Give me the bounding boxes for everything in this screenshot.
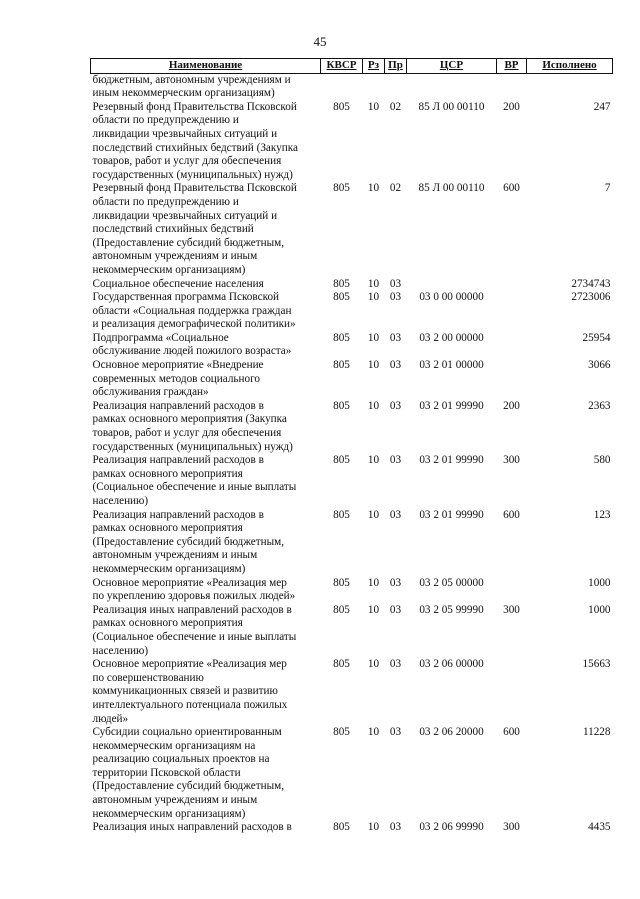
cell-pr: 02: [389, 182, 402, 195]
cell-name: Основное мероприятие «Реализация мер по совершенствованию коммуникационных связей и развитию интеллектуального потенциала пожилых людей»: [92, 658, 288, 725]
cell-rz: 10: [367, 291, 380, 304]
cell-vr: 300: [503, 821, 520, 834]
cell-vr: [497, 278, 527, 292]
table-row: [91, 604, 613, 658]
cell-rz: 10: [367, 100, 380, 113]
cell-pr: 03: [389, 658, 402, 671]
cell-csr: 03 2 05 00000: [419, 576, 484, 589]
cell-sum: 2723006: [571, 291, 611, 304]
cell-kvsr: 805: [333, 291, 350, 304]
cell-vr: 300: [503, 603, 520, 616]
cell-vr: 200: [503, 100, 520, 113]
cell-pr: 03: [389, 821, 402, 834]
header-csr: ЦСР: [407, 59, 497, 74]
cell-rz: 10: [367, 576, 380, 589]
table-row: [91, 454, 613, 508]
cell-sum: 1000: [588, 576, 611, 589]
cell-csr: 03 2 01 00000: [419, 359, 484, 372]
table-row: [91, 182, 613, 277]
cell-sum: 15663: [582, 658, 611, 671]
cell-kvsr: 805: [333, 508, 350, 521]
cell-sum: 11228: [582, 726, 611, 739]
cell-csr: 85 Л 00 00110: [418, 100, 485, 113]
cell-sum: 123: [593, 508, 611, 521]
cell-vr: [497, 359, 527, 400]
cell-name: бюджетным, автономным учреждениям и иным некоммерческим организациям): [92, 73, 291, 100]
cell-rz: 10: [367, 399, 380, 412]
cell-kvsr: 805: [333, 399, 350, 412]
cell-csr: 85 Л 00 00110: [418, 182, 485, 195]
header-vr: ВР: [497, 59, 527, 74]
cell-sum: 2363: [588, 399, 611, 412]
cell-vr: [497, 577, 527, 604]
cell-vr: [497, 658, 527, 726]
cell-kvsr: 805: [333, 821, 350, 834]
cell-kvsr: 805: [333, 359, 350, 372]
cell-kvsr: 805: [333, 277, 350, 290]
table-row: [91, 400, 613, 454]
cell-pr: 03: [389, 399, 402, 412]
cell-csr: 03 2 00 00000: [419, 331, 484, 344]
cell-name: Государственная программа Псковской области «Социальная поддержка граждан и реализация демографической политики»: [92, 291, 296, 331]
page-number: 45: [313, 34, 327, 49]
cell-sum: 25954: [582, 331, 611, 344]
table-row: [91, 359, 613, 400]
table-row: [91, 278, 613, 292]
cell-vr: 300: [503, 454, 520, 467]
cell-pr: 03: [389, 576, 402, 589]
cell-pr: 03: [389, 331, 402, 344]
cell-csr: 03 2 06 00000: [419, 658, 484, 671]
cell-csr: 03 2 06 20000: [419, 726, 484, 739]
cell-csr: 03 2 05 99990: [419, 603, 484, 616]
cell-vr: [497, 332, 527, 359]
table-header-row: [91, 59, 613, 74]
cell-csr: 03 2 01 99990: [419, 454, 484, 467]
table-row: [91, 658, 613, 726]
cell-rz: 10: [367, 726, 380, 739]
table-row: [91, 101, 613, 183]
cell-rz: 10: [367, 508, 380, 521]
cell-name: Основное мероприятие «Внедрение современных методов социального обслуживания граждан»: [92, 359, 264, 399]
cell-pr: 03: [389, 291, 402, 304]
cell-pr: 03: [389, 359, 402, 372]
cell-rz: 10: [367, 182, 380, 195]
cell-kvsr: 805: [333, 331, 350, 344]
table-row: [91, 291, 613, 332]
cell-kvsr: 805: [333, 726, 350, 739]
cell-csr: 03 2 01 99990: [419, 399, 484, 412]
cell-name: Реализация иных направлений расходов в: [92, 821, 292, 834]
cell-name: Субсидии социально ориентированным некоммерческим организациям на реализацию социальных проектов на территории Псковской области (Предоставление субсидий бюджетным, автономным учреждениям и иным некоммерческим организациям): [92, 726, 285, 820]
cell-rz: 10: [367, 603, 380, 616]
cell-name: Подпрограмма «Социальное обслуживание людей пожилого возраста»: [92, 331, 292, 358]
cell-kvsr: 805: [333, 454, 350, 467]
header-name: Наименование: [91, 59, 321, 74]
cell-rz: 10: [367, 454, 380, 467]
cell-csr: 03 2 06 99990: [419, 821, 484, 834]
cell-sum: 1000: [588, 603, 611, 616]
cell-pr: 02: [389, 100, 402, 113]
cell-vr: [497, 291, 527, 332]
cell-rz: 10: [367, 277, 380, 290]
cell-pr: 03: [389, 277, 402, 290]
cell-vr: [497, 73, 527, 101]
cell-kvsr: 805: [333, 658, 350, 671]
table-row: [91, 726, 613, 821]
cell-pr: 03: [389, 508, 402, 521]
cell-csr: 03 2 01 99990: [419, 508, 484, 521]
cell-name: Резервный фонд Правительства Псковской области по предупреждению и ликвидации чрезвычайных ситуаций и последствий стихийных бедствий (Предоставление субсидий бюджетным, автономным учреждениям и иным некоммерческим организациям): [92, 182, 297, 276]
cell-pr: [385, 73, 407, 101]
cell-name: Резервный фонд Правительства Псковской области по предупреждению и ликвидации чрезвычайных ситуаций и последствий стихийных бедствий (Закупка товаров, работ и услуг для обеспечения государственных (муниципальных) нужд): [92, 100, 298, 181]
cell-csr: [407, 73, 497, 101]
cell-sum: 3066: [588, 359, 611, 372]
header-sum: Исполнено: [527, 59, 613, 74]
table-row: [91, 332, 613, 359]
cell-name: Реализация направлений расходов в рамках основного мероприятия (Социальное обеспечение и иные выплаты населению): [92, 454, 297, 507]
budget-table: [90, 58, 613, 835]
cell-name: Реализация направлений расходов в рамках основного мероприятия (Предоставление субсидий бюджетным, автономным учреждениям и иным некоммерческим организациям): [92, 508, 285, 575]
table-row: [91, 577, 613, 604]
table-row: [91, 73, 613, 101]
header-pr: Пр: [385, 59, 407, 74]
header-kvsr: КВСР: [321, 59, 363, 74]
cell-sum: 2734743: [571, 277, 611, 290]
cell-rz: 10: [367, 331, 380, 344]
cell-sum: 7: [604, 182, 611, 195]
cell-csr: 03 0 00 00000: [419, 291, 484, 304]
cell-pr: 03: [389, 603, 402, 616]
cell-rz: 10: [367, 821, 380, 834]
cell-sum: 4435: [588, 821, 611, 834]
cell-csr: [407, 278, 497, 292]
cell-name: Реализация иных направлений расходов в рамках основного мероприятия (Социальное обеспечение и иные выплаты населению): [92, 603, 297, 657]
cell-rz: [363, 73, 385, 101]
cell-kvsr: 805: [333, 182, 350, 195]
cell-sum: 247: [593, 100, 611, 113]
cell-name: Реализация направлений расходов в рамках основного мероприятия (Закупка товаров, работ и услуг для обеспечения государственных (муниципальных) нужд): [92, 399, 293, 453]
cell-rz: 10: [367, 359, 380, 372]
cell-name: Социальное обеспечение населения: [92, 277, 264, 290]
table-body: [91, 73, 613, 835]
cell-pr: 03: [389, 454, 402, 467]
cell-name: Основное мероприятие «Реализация мер по укреплению здоровья пожилых людей»: [92, 576, 296, 603]
header-rz: Рз: [363, 59, 385, 74]
cell-kvsr: [321, 73, 363, 101]
cell-kvsr: 805: [333, 576, 350, 589]
cell-vr: 600: [503, 182, 520, 195]
cell-sum: 580: [593, 454, 611, 467]
cell-rz: 10: [367, 658, 380, 671]
cell-kvsr: 805: [333, 100, 350, 113]
cell-vr: 200: [503, 399, 520, 412]
table-row: [91, 509, 613, 577]
cell-vr: 600: [503, 726, 520, 739]
cell-kvsr: 805: [333, 603, 350, 616]
cell-sum: [527, 73, 613, 101]
cell-vr: 600: [503, 508, 520, 521]
table-row: [91, 821, 613, 835]
cell-pr: 03: [389, 726, 402, 739]
